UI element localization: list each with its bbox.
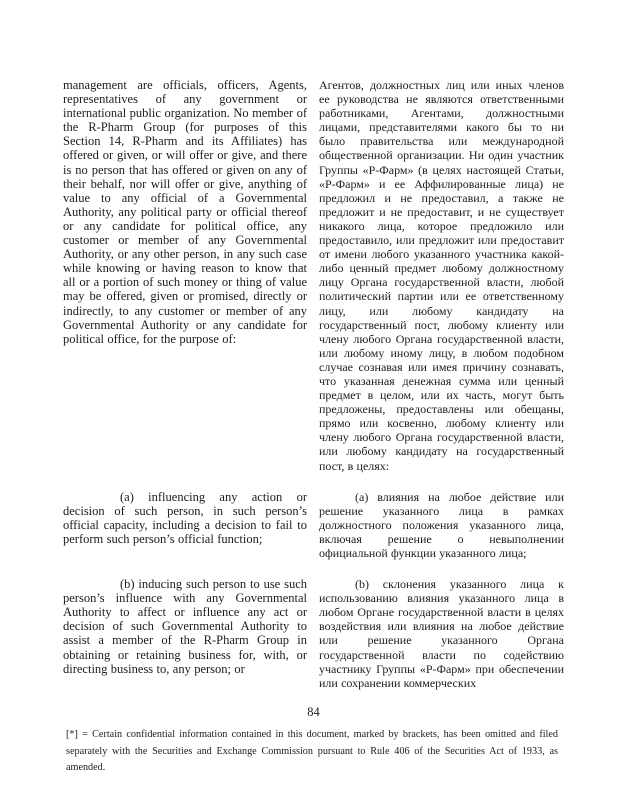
russian-clause-a: (a) влияния на любое действие или решение указанного лица в рамках должностного положения указанного лица, включая решение о невыполнении официальной функции указанного лица; [319,489,564,560]
english-main-paragraph: management are officials, officers, Agents, representatives of any government or international public organization. No member of the R-Pharm Group (for purposes of this Section 14, R-Pharm and its Affiliates) has offered or given, or will offer or give, and there is no person that has offered or given on any of their behalf, nor will offer or give, anything of value to any official of a Governmental Authority, any political party or official thereof or any candidate for political office, any customer or member of any Governmental Authority, or any other person, in any such case while knowing or having reason to know that all or a portion of such money or thing of value may be offered, given or promised, directly or indirectly, to any customer or member of any Governmental Authority or any candidate for political office, for the purpose of: [63,78,307,346]
russian-clause-b: (b) склонения указанного лица к использованию влияния указанного лица в любом Органе государственной власти в целях воздействия или влияния на любое действие или решение указанного Органа государственной власти по содействию участнику Группы «Р-Фарм» при обеспечении или сохранении коммерческих [319,577,564,690]
english-clause-b: (b) inducing such person to use such person’s influence with any Governmental Authority to affect or influence any act or decision of such Governmental Authority to assist a member of the R-Pharm Group in obtaining or retaining business for, with, or directing business to, any person; or [63,577,307,676]
english-clause-a: (a) influencing any action or decision of such person, in such person’s official capacity, including a decision to fail to perform such person’s official function; [63,489,307,546]
confidentiality-footnote: [*] = Certain confidential information contained in this document, marked by brackets, has been omitted and filed separately with the Securities and Exchange Commission pursuant to Rule 406 of the Securities Act of 1933, as amended. [66,729,558,774]
bilingual-text-grid [63,78,564,690]
page-number: 84 [307,705,320,719]
russian-main-paragraph: Агентов, должностных лиц или иных членов ее руководства не являются ответственными работниками, Агентами, должностными лицами, представителями какого бы то ни было правительства или международной общественной организации. Ни один участник Группы «Р-Фарм» (в целях настоящей Статьи, «Р-Фарм» и ее Аффилированные лица) не предложил и не предоставил, а также не предложит и не предоставит, и не существует никакого лица, которое предложило или предоставило, или предложит или предоставит от имени любого указанного участника какой-либо ценный предмет любому должностному лицу Органа государственной власти, любой политический партии или ее ответственному лицу, или любому кандидату на государственный пост, любому клиенту или члену любого Органа государственной власти, или любому иному лицу, в любом подобном случае сознавая или имея причину сознавать, что указанная денежная сумма или ценный предмет в целом, или их часть, могут быть предложены, предоставлены или обещаны, прямо или косвенно, любому клиенту или члену любого Органа государственной власти, или любому кандидату на государственный пост, в целях: [319,78,564,473]
